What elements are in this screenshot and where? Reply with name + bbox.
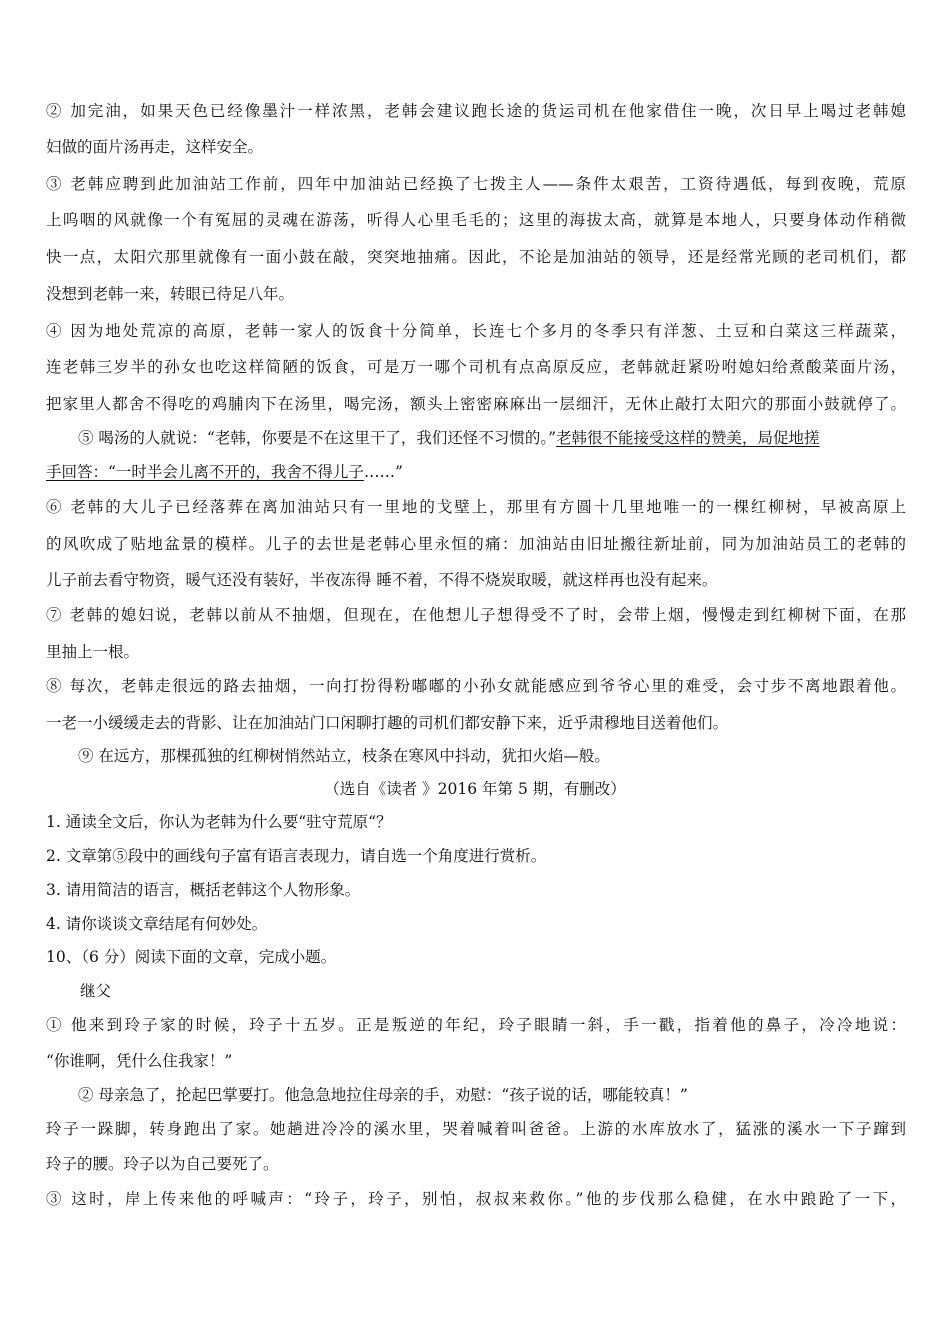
paragraph-9: ⑨ 在远方，那棵孤独的红柳树悄然站立，枝条在寒风中抖动，犹扣火焰—般。 xyxy=(78,747,610,765)
paragraph-3-line-1: ③ 老韩应聘到此加油站工作前，四年中加油站已经换了七拨主人——条件太艰苦，工资待遇低，每到夜晚，荒原 xyxy=(46,175,906,193)
story-title: 继父 xyxy=(80,982,112,1000)
question-3: 3. 请用简洁的语言，概括老韩这个人物形象。 xyxy=(46,881,361,899)
paragraph-5-line-1 xyxy=(0,428,950,448)
paragraph-4-line-1: ④ 因为地处荒凉的高原，老韩一家人的饭食十分简单，长连七个多月的冬季只有洋葱、土豆和白菜这三样蔬菜， xyxy=(46,322,906,340)
question-4: 4. 请你谈谈文章结尾有何妙处。 xyxy=(46,915,268,933)
story-paragraph-2b-line-2: 玲子的腰。玲子以为自己要死了。 xyxy=(46,1155,279,1173)
question-1: 1. 通读全文后，你认为老韩为什么要“驻守荒原“？ xyxy=(46,813,392,831)
paragraph-7-line-1: ⑦ 老韩的媳妇说，老韩以前从不抽烟，但现在，在他想儿子想得受不了时，会带上烟，慢慢走到红柳树下面，在那 xyxy=(46,606,906,624)
story-paragraph-1-line-2: “你谁啊，凭什么住我家！” xyxy=(46,1052,233,1070)
source-citation: （选自《读者 》2016 年第 5 期，有删改） xyxy=(324,780,626,798)
paragraph-8-line-2: 一老一小缓缓走去的背影、让在加油站门口闲聊打趣的司机们都安静下来，近乎肃穆地目送着他们。 xyxy=(46,714,729,732)
paragraph-2-line-1: ② 加完油，如果天色已经像墨汁一样浓黑，老韩会建议跑长途的货运司机在他家借住一晚，次日早上喝过老韩媳 xyxy=(46,102,906,120)
paragraph-4-line-3: 把家里人都舍不得吃的鸡脯肉下在汤里，喝完汤，额头上密密麻麻出一层细汗，无休止敲打太阳穴的那面小鼓就停了。 xyxy=(46,395,906,413)
story-paragraph-2: ② 母亲急了，抡起巴掌要打。他急急地拉住母亲的手，劝慰：“孩子说的话，哪能较真！” xyxy=(78,1086,688,1104)
paragraph-3-line-4: 没想到老韩一来，转眼已待足八年。 xyxy=(46,285,295,303)
paragraph-6-line-2: 的风吹成了贴地盆景的模样。儿子的去世是老韩心里永恒的痛：加油站由旧址搬往新址前，同为加油站员工的老韩的 xyxy=(46,535,906,553)
paragraph-3-line-2: 上呜咽的风就像一个有冤屈的灵魂在游荡，听得人心里毛毛的；这里的海拔太高，就算是本地人，只要身体动作稍微 xyxy=(46,211,906,229)
paragraph-5-ellipsis: ……” xyxy=(363,463,403,481)
paragraph-8-line-1: ⑧ 每次，老韩走很远的路去抽烟，一向打扮得粉嘟嘟的小孙女就能感应到爷爷心里的难受，会寸步不离地跟着他。 xyxy=(46,677,906,695)
paragraph-6-line-3: 儿子前去看守物资，暖气还没有装好，半夜冻得 睡不着，不得不烧炭取暖，就这样再也没有起来。 xyxy=(46,571,718,589)
paragraph-5-line-2 xyxy=(0,462,950,482)
story-paragraph-1-line-1: ① 他来到玲子家的时候，玲子十五岁。正是叛逆的年纪，玲子眼睛一斜，手一戳，指着他的鼻子，冷冷地说： xyxy=(46,1016,906,1034)
paragraph-2-line-2: 妇做的面片汤再走，这样安全。 xyxy=(46,138,264,156)
underlined-sentence-part-2: 手回答：“一时半会儿离不开的，我舍不得儿子 xyxy=(46,463,364,481)
underlined-sentence-part-1: 老韩很不能接受这样的赞美，局促地搓 xyxy=(556,429,820,447)
paragraph-5-plain-text: ⑤ 喝汤的人就说：“老韩，你要是不在这里干了，我们还怪不习惯的。” xyxy=(78,429,557,447)
paragraph-6-line-1: ⑥ 老韩的大儿子已经落葬在离加油站只有一里地的戈壁上，那里有方圆十几里地唯一的一棵红柳树，早被高原上 xyxy=(46,498,906,516)
paragraph-4-line-2: 连老韩三岁半的孙女也吃这样简陋的饭食，可是万一哪个司机有点高原反应，老韩就赶紧吩咐媳妇给煮酸菜面片汤， xyxy=(46,358,906,376)
question-10-heading: 10、（6 分）阅读下面的文章，完成小题。 xyxy=(46,948,337,966)
story-paragraph-3-line-1: ③ 这时，岸上传来他的呼喊声：“玲子，玲子，别怕，叔叔来救你。”他的步伐那么稳健，在水中踉跄了一下， xyxy=(46,1190,906,1208)
question-2: 2. 文章第⑤段中的画线句子富有语言表现力，请自选一个角度进行赏析。 xyxy=(46,847,547,865)
paragraph-7-line-2: 里抽上一根。 xyxy=(46,643,140,661)
story-paragraph-2b-line-1: 玲子一跺脚，转身跑出了家。她趟进冷冷的溪水里，哭着喊着叫爸爸。上游的水库放水了，猛涨的溪水一下子蹿到 xyxy=(46,1120,906,1138)
paragraph-3-line-3: 快一点，太阳穴那里就像有一面小鼓在敲，突突地抽痛。因此，不论是加油站的领导，还是经常光顾的老司机们，都 xyxy=(46,248,906,266)
